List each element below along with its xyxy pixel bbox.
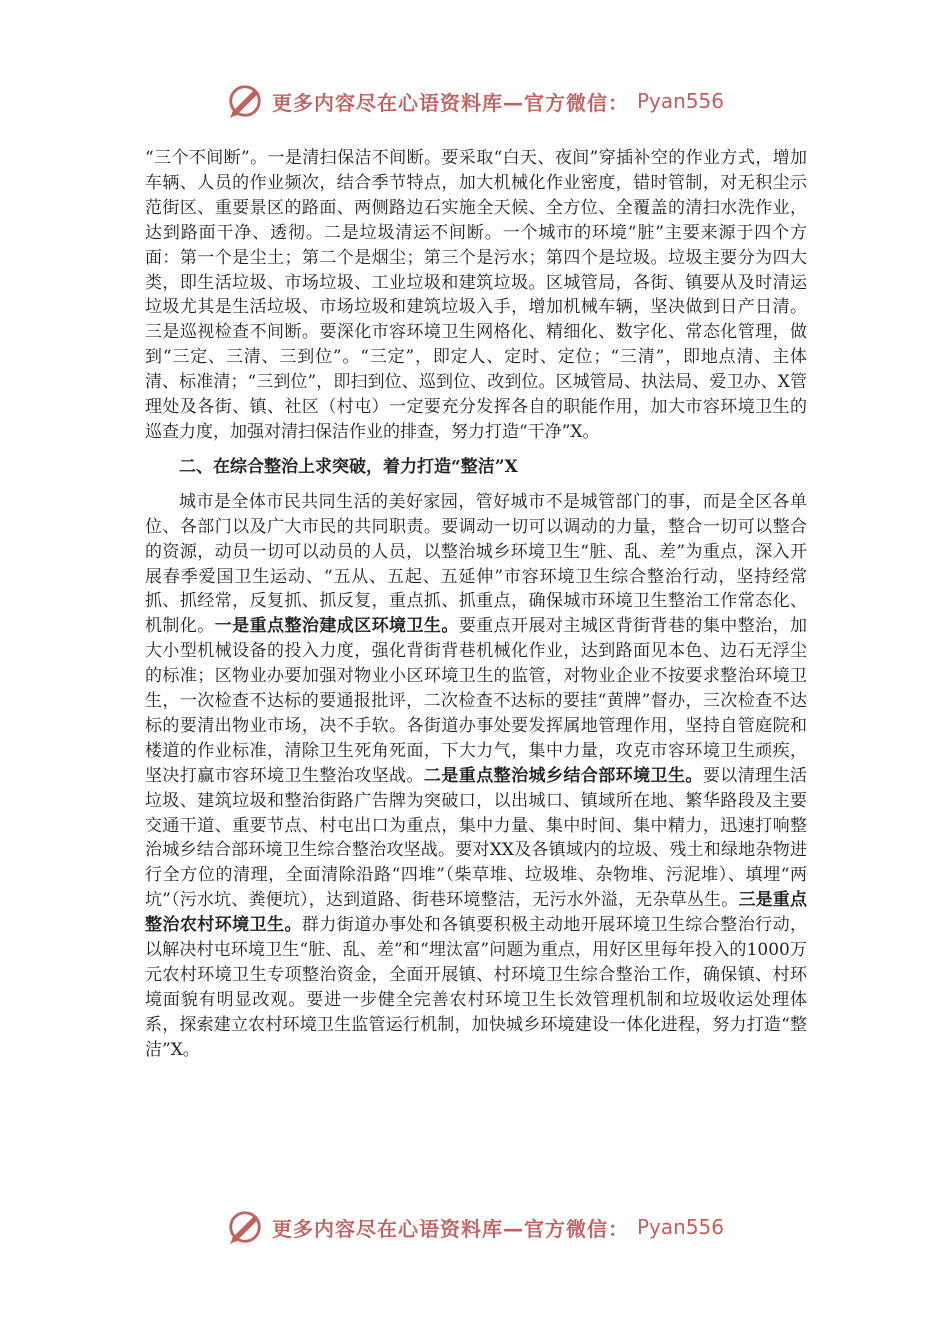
pen-circle-logo-icon: [226, 1208, 264, 1246]
watermark-text: 更多内容尽在心语资料库—官方微信：: [271, 90, 629, 115]
header-watermark: [0, 82, 950, 120]
watermark-text: 更多内容尽在心语资料库—官方微信：: [271, 1216, 629, 1241]
bold-run: 三是重点整治农村环境卫生。: [145, 890, 807, 936]
paragraph: [145, 490, 807, 1063]
footer-watermark: [0, 1208, 950, 1246]
watermark-contact: Pyan556: [636, 89, 724, 113]
bold-run: 一是重点整治建成区环境卫生。: [214, 616, 459, 637]
paragraph: “三个不间断”。一是清扫保洁不间断。要采取“白天、夜间”穿插补空的作业方式，增加车辆、人员的作业频次，结合季节特点，加大机械化作业密度，错时管制，对无积尘示范街区、重要景区的路面、两侧路边石实施全天候、全方位、全覆盖的清扫水洗作业，达到路面干净、透彻。二是垃圾清运不间断。一个城市的环境“脏”主要来源于四个方面：第一个是尘土；第二个是烟尘；第三个是污水；第四个是垃圾。垃圾主要分为四大类，即生活垃圾、市场垃圾、工业垃圾和建筑垃圾。区城管局，各街、镇要从及时清运垃圾尤其是生活垃圾、市场垃圾和建筑垃圾入手，增加机械车辆，坚决做到日产日清。三是巡视检查不间断。要深化市容环境卫生网格化、精细化、数字化、常态化管理，做到“三定、三清、三到位”。“三定”，即定人、定时、定位；“三清”，即地点清、主体清、标准清；“三到位”，即扫到位、巡到位、改到位。区城管局、执法局、爱卫办、X管理处及各街、镇、社区（村屯）一定要充分发挥各自的职能作用，加大市容环境卫生的巡查力度，加强对清扫保洁作业的排查，努力打造“干净”X。: [145, 148, 807, 442]
text-run: 要重点开展对主城区背街背巷的集中整治，加大小型机械设备的投入力度，强化背街背巷机械化作业，达到路面见本色、边石无浮尘的标准；区物业办要加强对物业小区环境卫生的监管，对物业企业不按要求整治环境卫生，一次检查不达标的要通报批评，二次检查不达标的要挂“黄牌”督办，三次检查不达标的要清出物业市场，决不手软。各街道办事处要发挥属地管理作用，坚持自管庭院和楼道的作业标准，清除卫生死角死面，下大力气，集中力量，攻克市容环境卫生顽疾，坚决打赢市容环境卫生整治攻坚战。: [145, 616, 808, 786]
text-run: 城市是全体市民共同生活的美好家园，管好城市不是城管部门的事，而是全区各单位、各部门以及广大市民的共同职责。要调动一切可以调动的力量，整合一切可以整合的资源，动员一切可以动员的人员，以整治城乡环境卫生“脏、乱、差”为重点，深入开展春季爱国卫生运动、“五从、五起、五延伸”市容环境卫生综合整治行动，坚持经常抓、抓经常，反复抓、抓反复，重点抓、抓重点，确保城市环境卫生整治工作常态化、机制化。: [145, 491, 807, 637]
pen-circle-logo-icon: [226, 82, 264, 120]
text-run: 群力街道办事处和各镇要积极主动地开展环境卫生综合整治行动，以解决村屯环境卫生“脏、乱、差”和“埋汰富”问题为重点，用好区里每年投入的1000万元农村环境卫生专项整治资金，全面开展镇、村环境卫生综合整治工作，确保镇、村环境面貌有明显改观。要进一步健全完善农村环境卫生长效管理机制和垃圾收运处理体系，探索建立农村环境卫生监管运行机制，加快城乡环境建设一体化进程，努力打造“整洁”X。: [145, 915, 808, 1060]
document-body: [145, 146, 807, 1063]
bold-run: 二是重点整治城乡结合部环境卫生。: [423, 765, 703, 786]
watermark-contact: Pyan556: [636, 1215, 724, 1239]
section-heading: 二、在综合整治上求突破，着力打造“整洁”X: [179, 456, 518, 477]
text-run: 要以清理生活垃圾、建筑垃圾和整治街路广告牌为突破口，以出城口、镇域所在地、繁华路段及主要交通干道、重要节点、村屯出口为重点，集中力量、集中时间、集中精力，迅速打响整治城乡结合部环境卫生综合整治攻坚战。要对XX及各镇域内的垃圾、残土和绿地杂物进行全方位的清理，全面清除沿路“四堆”（柴草堆、垃圾堆、杂物堆、污泥堆）、填埋“两坑”（污水坑、粪便坑），达到道路、街巷环境整洁，无污水外溢，无杂草丛生。: [145, 765, 808, 911]
